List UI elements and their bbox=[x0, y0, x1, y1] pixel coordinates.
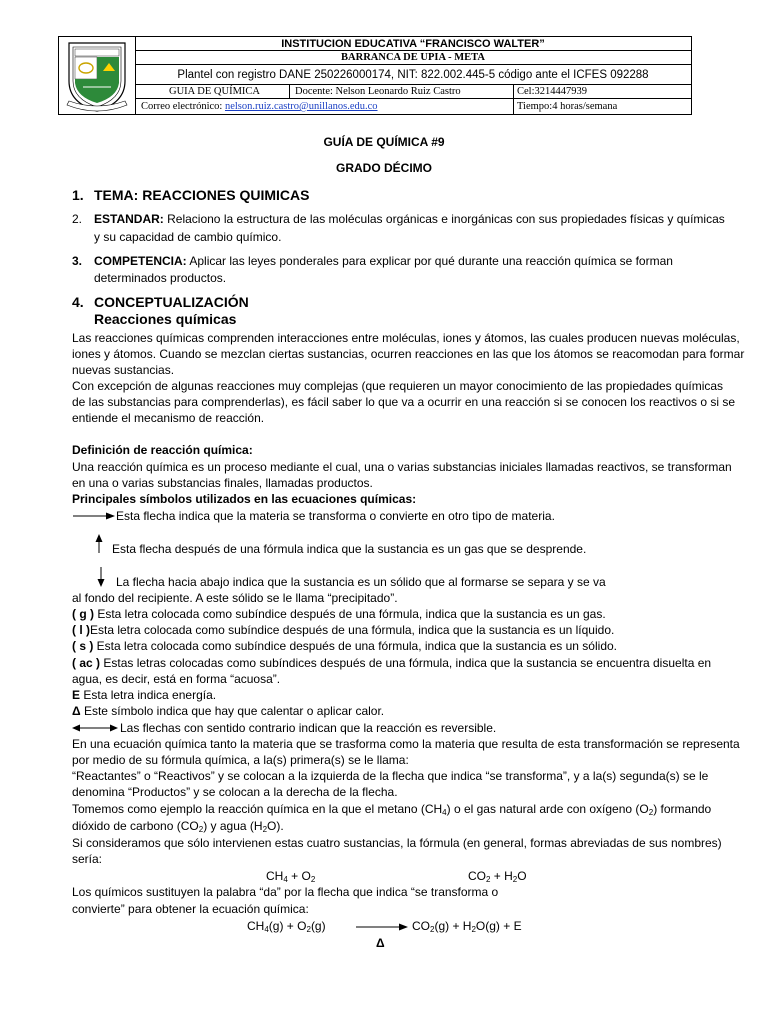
estandar-line-1 bbox=[94, 211, 725, 227]
tema-value: REACCIONES QUIMICAS bbox=[142, 187, 310, 203]
right-arrow-icon bbox=[72, 509, 116, 523]
symbol-liquid-label: ( l ) bbox=[72, 623, 90, 637]
institution-name: INSTITUCION EDUCATIVA “FRANCISCO WALTER” bbox=[135, 37, 691, 51]
p4-text-e: ) y agua (H bbox=[203, 819, 263, 833]
header-contact-row bbox=[135, 99, 691, 114]
symbol-solid-text: Esta letra colocada como subíndice después de una fórmula, indica que la sustancia es un sólido. bbox=[93, 639, 617, 653]
symbol-energy-line bbox=[72, 687, 216, 703]
estandar-label: ESTANDAR: bbox=[94, 212, 164, 226]
concept-number: 4. bbox=[72, 294, 84, 310]
header-table bbox=[58, 36, 692, 115]
definition-heading: Definición de reacción química: bbox=[72, 443, 253, 457]
equation-reactants: $CH_4 + O_2$ bbox=[266, 869, 316, 884]
symbol-gas-text: Esta letra colocada como subíndice después de una fórmula, indica que la sustancia es un gas. bbox=[94, 607, 606, 621]
competencia-text-1: Aplicar las leyes ponderales para explicar por qué durante una reacción química se forman bbox=[186, 254, 673, 268]
tema-heading bbox=[94, 187, 309, 203]
paragraph-4-line-2: dióxido de carbono $(CO_2)$ y agua $(H_2O)$. bbox=[72, 819, 284, 834]
estandar-text-2: y su capacidad de cambio químico. bbox=[94, 230, 282, 244]
symbol-aqueous-line-1 bbox=[72, 655, 711, 671]
symbol-heat-line bbox=[72, 703, 384, 719]
paragraph-3-line-4: denomina “Productos” y se colocan a la derecha de la flecha. bbox=[72, 785, 398, 799]
symbol-solid-line bbox=[72, 638, 617, 654]
reaction-arrow-icon bbox=[355, 921, 409, 933]
symbol-heat-text: Este símbolo indica que hay que calentar o aplicar calor. bbox=[80, 704, 385, 718]
p4-text-f: O). bbox=[267, 819, 284, 833]
tema-number: 1. bbox=[72, 187, 84, 203]
symbol-aqueous-text-2: agua, es decir, está en forma “acuosa”. bbox=[72, 672, 281, 686]
header-info-row bbox=[135, 85, 691, 99]
paragraph-2-line-1: Con excepción de algunas reacciones muy complejas (que requieren un mayor conocimiento de las propiedades químicas bbox=[72, 379, 724, 393]
definition-line-1: Una reacción química es un proceso mediante el cual, una o varias substancias iniciales llamadas reactivos, se transforman bbox=[72, 460, 732, 474]
concept-heading: CONCEPTUALIZACIÓN bbox=[94, 294, 249, 310]
paragraph-5-line-2: sería: bbox=[72, 852, 103, 866]
symbol-solid-label: ( s ) bbox=[72, 639, 94, 653]
up-arrow-icon bbox=[93, 534, 105, 554]
paragraph-3-line-3: “Reactantes” o “Reactivos” y se colocan a la izquierda de la flecha que indica “se transforma”, y a la(s) segunda(s) se le bbox=[72, 769, 709, 783]
paragraph-2-line-2: de las substancias para comprenderlas), es fácil saber lo que va a ocurrir en una reacción si se conocen los reactivos o si se bbox=[72, 395, 736, 409]
paragraph-6-line-1: Los químicos sustituyen la palabra “da” por la flecha que indica “se transforma o bbox=[72, 885, 499, 899]
symbol-aqueous-text-1: Estas letras colocadas como subíndices después de una fórmula, indica que la sustancia se encuentra disuelta en bbox=[100, 656, 712, 670]
competencia-label: COMPETENCIA: bbox=[94, 254, 187, 268]
paragraph-3-line-2: por medio de su fórmula química, a la(s) primera(s) se le llama: bbox=[72, 753, 409, 767]
symbol-gas-label: ( g ) bbox=[72, 607, 94, 621]
symbol-down-text-2: al fondo del recipiente. A este sólido se le llama “precipitado”. bbox=[72, 591, 398, 605]
symbol-heat-label: Δ bbox=[72, 704, 81, 718]
chemical-equation-products: $CO_2(g) + H_2O(g) + E$ bbox=[412, 919, 522, 934]
paragraph-4-line-1: Tomemos como ejemplo la reacción química en la que el metano $(CH_4)$ o el gas natural arde con oxígeno $(O_2)$ formando bbox=[72, 802, 712, 817]
concept-subheading: Reacciones químicas bbox=[94, 311, 237, 327]
symbol-reversible-text: Las flechas con sentido contrario indican que la reacción es reversible. bbox=[120, 721, 497, 735]
paragraph-5-line-1: Si consideramos que sólo intervienen estas cuatro sustancias, la fórmula (en general, formas abreviadas de sus nombres) bbox=[72, 836, 722, 850]
paragraph-1-line-3: nuevas sustancias. bbox=[72, 363, 175, 377]
school-logo-cell bbox=[59, 37, 136, 114]
reversible-arrow-icon bbox=[72, 722, 118, 734]
p4-text-c: ) formando bbox=[653, 802, 712, 816]
teacher-phone: Cel:3214447939 bbox=[513, 85, 691, 98]
email-link[interactable]: nelson.ruiz.castro@unillanos.edu.co bbox=[224, 101, 378, 112]
time-per-week: Tiempo:4 horas/semana bbox=[513, 99, 691, 114]
guide-label: GUIA DE QUÍMICA bbox=[169, 86, 260, 97]
institution-registry: Plantel con registro DANE 250226000174, NIT: 822.002.445-5 código ante el ICFES 092288 bbox=[135, 65, 691, 85]
symbol-arrow-text: Esta flecha indica que la materia se transforma o convierte en otro tipo de materia. bbox=[116, 509, 555, 523]
symbol-gas-line bbox=[72, 606, 606, 622]
p4-text-d: dióxido de carbono (CO bbox=[72, 819, 199, 833]
paragraph-3-line-1: En una ecuación química tanto la materia que se trasforma como la materia que resulta de esta transformación se representa bbox=[72, 737, 740, 751]
institution-location: BARRANCA DE UPIA - META bbox=[135, 51, 691, 65]
estandar-text-1: Relaciono la estructura de las moléculas orgánicas e inorgánicas con sus propiedades físicas y químicas bbox=[163, 212, 725, 226]
chemical-equation-reactants: $CH_4(g) + O_2(g)$ bbox=[247, 919, 326, 934]
guide-title: GUÍA DE QUÍMICA #9 bbox=[323, 135, 445, 149]
grade-title: GRADO DÉCIMO bbox=[336, 161, 432, 175]
symbol-liquid-line bbox=[72, 622, 614, 638]
symbol-energy-label: E bbox=[72, 688, 81, 702]
symbol-up-text: Esta flecha después de una fórmula indica que la sustancia es un gas que se desprende. bbox=[112, 542, 587, 556]
equation-heat-symbol: Δ bbox=[376, 936, 385, 950]
p4-text-a: Tomemos como ejemplo la reacción química en la que el metano (CH bbox=[72, 802, 443, 816]
email-label: Correo electrónico: bbox=[141, 101, 225, 112]
symbol-liquid-text: Esta letra colocada como subíndice después de una fórmula, indica que la sustancia es un líquido. bbox=[90, 623, 615, 637]
equation-products: $CO_2 + H_2O$ bbox=[468, 869, 527, 884]
competencia-number: 3. bbox=[72, 254, 83, 268]
down-arrow-icon bbox=[95, 566, 107, 588]
competencia-line-1 bbox=[94, 253, 673, 269]
definition-line-2: en una o varias substancias finales, llamadas productos. bbox=[72, 476, 373, 490]
email-cell bbox=[135, 99, 513, 114]
tema-label: TEMA: bbox=[94, 187, 143, 203]
symbol-down-text-1: La flecha hacia abajo indica que la sustancia es un sólido que al formarse se separa y se va bbox=[116, 575, 606, 589]
symbols-heading: Principales símbolos utilizados en las ecuaciones químicas: bbox=[72, 492, 417, 506]
paragraph-6-line-2: convierte” para obtener la ecuación química: bbox=[72, 902, 309, 916]
paragraph-1-line-2: iones y átomos. Cuando se mezclan ciertas sustancias, ocurren reacciones en las que los átomos se reacomodan para formar bbox=[72, 347, 745, 361]
symbol-energy-text: Esta letra indica energía. bbox=[80, 688, 217, 702]
symbol-aqueous-label: ( ac ) bbox=[72, 656, 101, 670]
paragraph-2-line-3: entiende el mecanismo de reacción. bbox=[72, 411, 265, 425]
school-crest-logo bbox=[59, 37, 135, 114]
p4-text-b: ) o el gas natural arde con oxígeno (O bbox=[446, 802, 649, 816]
paragraph-1-line-1: Las reacciones químicas comprenden interacciones entre moléculas, iones y átomos, las cuales producen nuevas moléculas, bbox=[72, 331, 740, 345]
estandar-number: 2. bbox=[72, 212, 83, 226]
teacher-name: Docente: Nelson Leonardo Ruiz Castro bbox=[289, 85, 513, 98]
competencia-text-2: determinados productos. bbox=[94, 271, 227, 285]
